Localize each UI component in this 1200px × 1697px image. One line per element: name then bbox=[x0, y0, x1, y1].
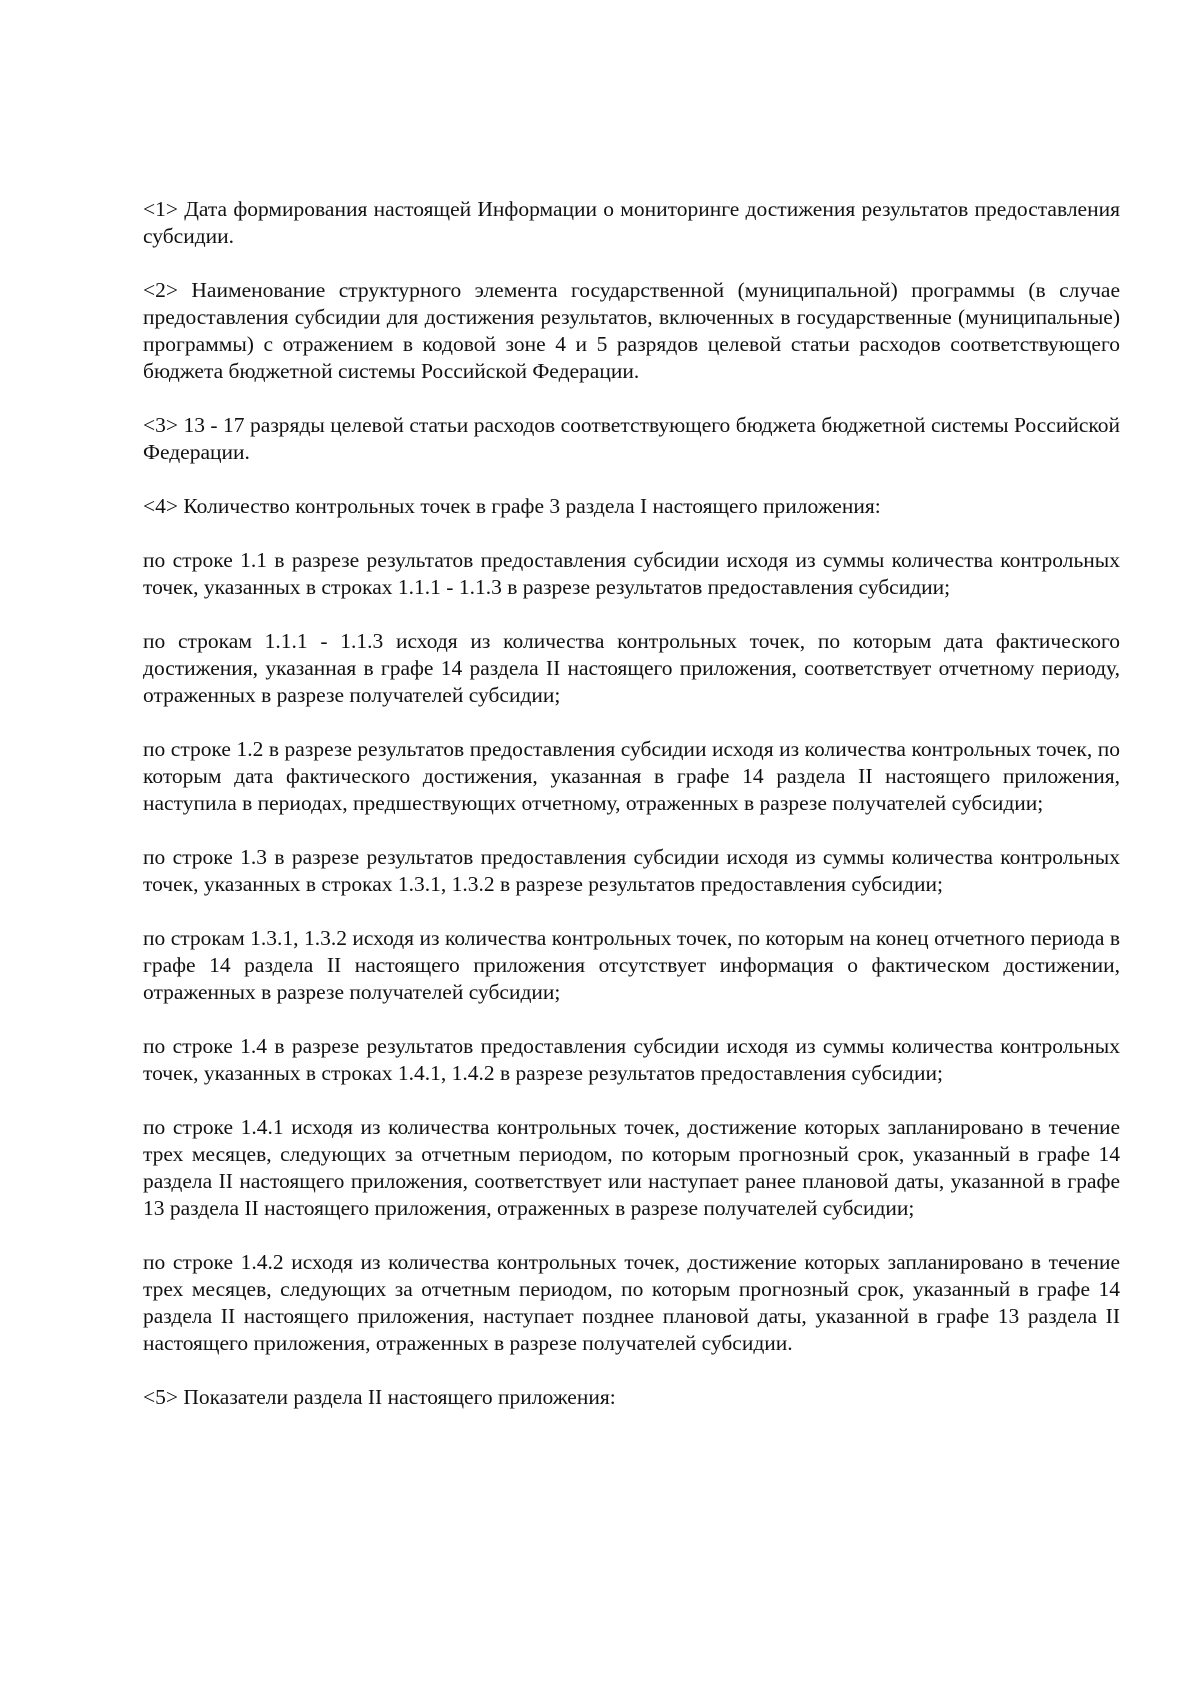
row-1-4-2-paragraph: по строке 1.4.2 исходя из количества контрольных точек, достижение которых запланировано в течение трех месяцев, следующих за отчетным периодом, по которым прогнозный срок, указанный в графе 14 раздела II настоящего приложения, наступает позднее плановой даты, указанной в графе 13 раздела II настоящего приложения, отраженных в разрезе получателей субсидии. bbox=[143, 1250, 1120, 1355]
row-1-2-paragraph: по строке 1.2 в разрезе результатов предоставления субсидии исходя из количества контрольных точек, по которым дата фактического достижения, указанная в графе 14 раздела II настоящего приложения, наступила в периодах, предшествующих отчетному, отраженных в разрезе получателей субсидии; bbox=[143, 737, 1120, 815]
footnote-4-paragraph: <4> Количество контрольных точек в графе 3 раздела I настоящего приложения: bbox=[143, 494, 881, 518]
row-1-3-paragraph: по строке 1.3 в разрезе результатов предоставления субсидии исходя из суммы количества контрольных точек, указанных в строках 1.3.1, 1.3.2 в разрезе результатов предоставления субсидии; bbox=[143, 845, 1120, 896]
rows-1-1-1-1-1-3-paragraph: по строкам 1.1.1 - 1.1.3 исходя из количества контрольных точек, по которым дата фактического достижения, указанная в графе 14 раздела II настоящего приложения, соответствует отчетному периоду, отраженных в разрезе получателей субсидии; bbox=[143, 629, 1120, 707]
row-1-4-paragraph: по строке 1.4 в разрезе результатов предоставления субсидии исходя из суммы количества контрольных точек, указанных в строках 1.4.1, 1.4.2 в разрезе результатов предоставления субсидии; bbox=[143, 1034, 1120, 1085]
footnote-5-paragraph: <5> Показатели раздела II настоящего приложения: bbox=[143, 1385, 616, 1409]
document-body bbox=[143, 196, 1120, 1438]
row-1-1-paragraph: по строке 1.1 в разрезе результатов предоставления субсидии исходя из суммы количества контрольных точек, указанных в строках 1.1.1 - 1.1.3 в разрезе результатов предоставления субсидии; bbox=[143, 548, 1120, 599]
footnote-3-paragraph: <3> 13 - 17 разряды целевой статьи расходов соответствующего бюджета бюджетной системы Российской Федерации. bbox=[143, 413, 1120, 464]
footnote-1-paragraph: <1> Дата формирования настоящей Информации о мониторинге достижения результатов предоставления субсидии. bbox=[143, 197, 1120, 248]
footnote-2-paragraph: <2> Наименование структурного элемента государственной (муниципальной) программы (в случае предоставления субсидии для достижения результатов, включенных в государственные (муниципальные) программы) с отражением в кодовой зоне 4 и 5 разрядов целевой статьи расходов соответствующего бюджета бюджетной системы Российской Федерации. bbox=[143, 278, 1120, 383]
row-1-4-1-paragraph: по строке 1.4.1 исходя из количества контрольных точек, достижение которых запланировано в течение трех месяцев, следующих за отчетным периодом, по которым прогнозный срок, указанный в графе 14 раздела II настоящего приложения, соответствует или наступает ранее плановой даты, указанной в графе 13 раздела II настоящего приложения, отраженных в разрезе получателей субсидии; bbox=[143, 1115, 1120, 1220]
rows-1-3-1-1-3-2-paragraph: по строкам 1.3.1, 1.3.2 исходя из количества контрольных точек, по которым на конец отчетного периода в графе 14 раздела II настоящего приложения отсутствует информация о фактическом достижении, отраженных в разрезе получателей субсидии; bbox=[143, 926, 1120, 1004]
